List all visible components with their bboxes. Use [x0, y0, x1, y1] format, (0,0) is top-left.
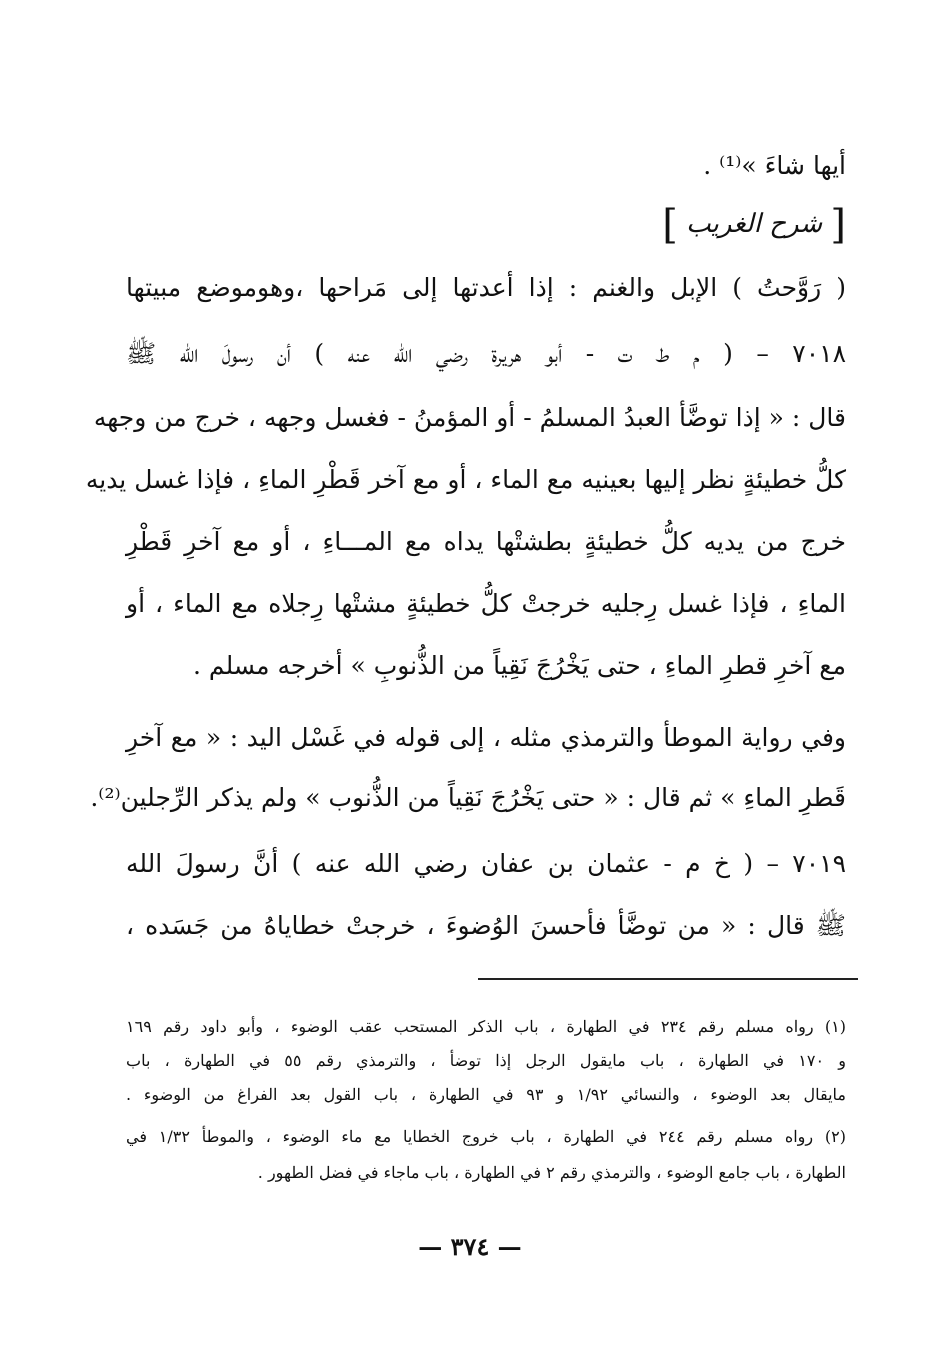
bracket-open-icon: [	[830, 202, 846, 248]
footnote-line-1: (١) رواه مسلم رقم ٢٣٤ في الطهارة ، باب الذكر المستحب عقب الوضوء ، وأبو داود رقم ١٦٩	[126, 1017, 846, 1036]
text-line-8: مع آخرِ قطرِ الماءِ ، حتى يَخْرُجَ نَقِياً من الذُّنوبِ » أخرجه مسلم .	[193, 651, 846, 680]
page-number: — ٣٧٤ —	[418, 1232, 522, 1261]
footnote-line-4: (٢) رواه مسلم رقم ٢٤٤ في الطهارة ، باب خروج الخطايا مع ماء الوضوء ، والموطأ ١/٣٢ في	[126, 1127, 846, 1146]
footnote-separator	[478, 978, 858, 980]
hadith-7019-heading-line: ٧٠١٩ – ( خ م - عثمان بن عفان رضي الله عنه ) أنَّ رسولَ الله	[126, 849, 846, 878]
text-line-10: قَطرِ الماءِ » ثم قال : « حتى يَخْرُجَ نَقِياً من الذُّنوب » ولم يذكر الرِّجلين⁽²⁾.	[90, 783, 846, 812]
footnote-line-3: مايقال بعد الوضوء ، والنسائي ١/٩٢ و ٩٣ في الطهارة ، باب القول بعد الفراغ من الوضوء .	[126, 1085, 846, 1104]
text-line-12: ﷺ قال : « من توضَّأ فأحسنَ الوُضوءَ ، خرجتْ خطاياهُ من جَسَده ،	[126, 911, 846, 940]
hadith-7018-heading-line: ٧٠١٨ – ( م ط ت - أبو هريرة رضي الله عنه ) أن رسولَ الله ﷺ	[126, 339, 846, 368]
text-line-1: أيها شاءَ »⁽¹⁾ .	[703, 151, 846, 180]
text-line-2: ( رَوَّحتُ ) الإبل والغنم : إذا أعدتها إلى مَراحها ،وهوموضع مبيتها	[126, 273, 846, 302]
footnote-line-5: الطهارة ، باب جامع الوضوء ، والترمذي رقم ٢ في الطهارة ، باب ماجاء في فضل الطهور .	[257, 1163, 846, 1182]
text-line-6: خرج من يديه كلُّ خطيئةٍ بطشتْها يداه مع المـــاءِ ، أو مع آخرِ قَطْرِ	[126, 527, 846, 556]
text-line-7: الماءِ ، فإذا غسل رِجليه خرجتْ كلُّ خطيئةٍ مشتْها رِجلاه مع الماء ، أو	[126, 589, 846, 618]
bracket-close-icon: ]	[662, 202, 678, 248]
text-line-4: قال : « إذا توضَّأ العبدُ المسلمُ - أو المؤمنُ - فغسل وجهه ، خرج من وجهه	[93, 403, 846, 432]
text-line-5: كلُّ خطيئةٍ نظر إليها بعينيه مع الماء ، أو مع آخر قَطْرِ الماءِ ، فإذا غسل يديه	[85, 465, 846, 494]
footnote-line-2: و ١٧٠ في الطهارة ، باب مايقول الرجل إذا توضأ ، والترمذي رقم ٥٥ في الطهارة ، باب	[126, 1051, 847, 1070]
section-heading-label: شرح الغريب	[686, 209, 823, 239]
text-line-9: وفي رواية الموطأ والترمذي مثله ، إلى قوله في غَسْل اليد : « مع آخرِ	[126, 723, 846, 752]
section-heading	[662, 202, 846, 247]
